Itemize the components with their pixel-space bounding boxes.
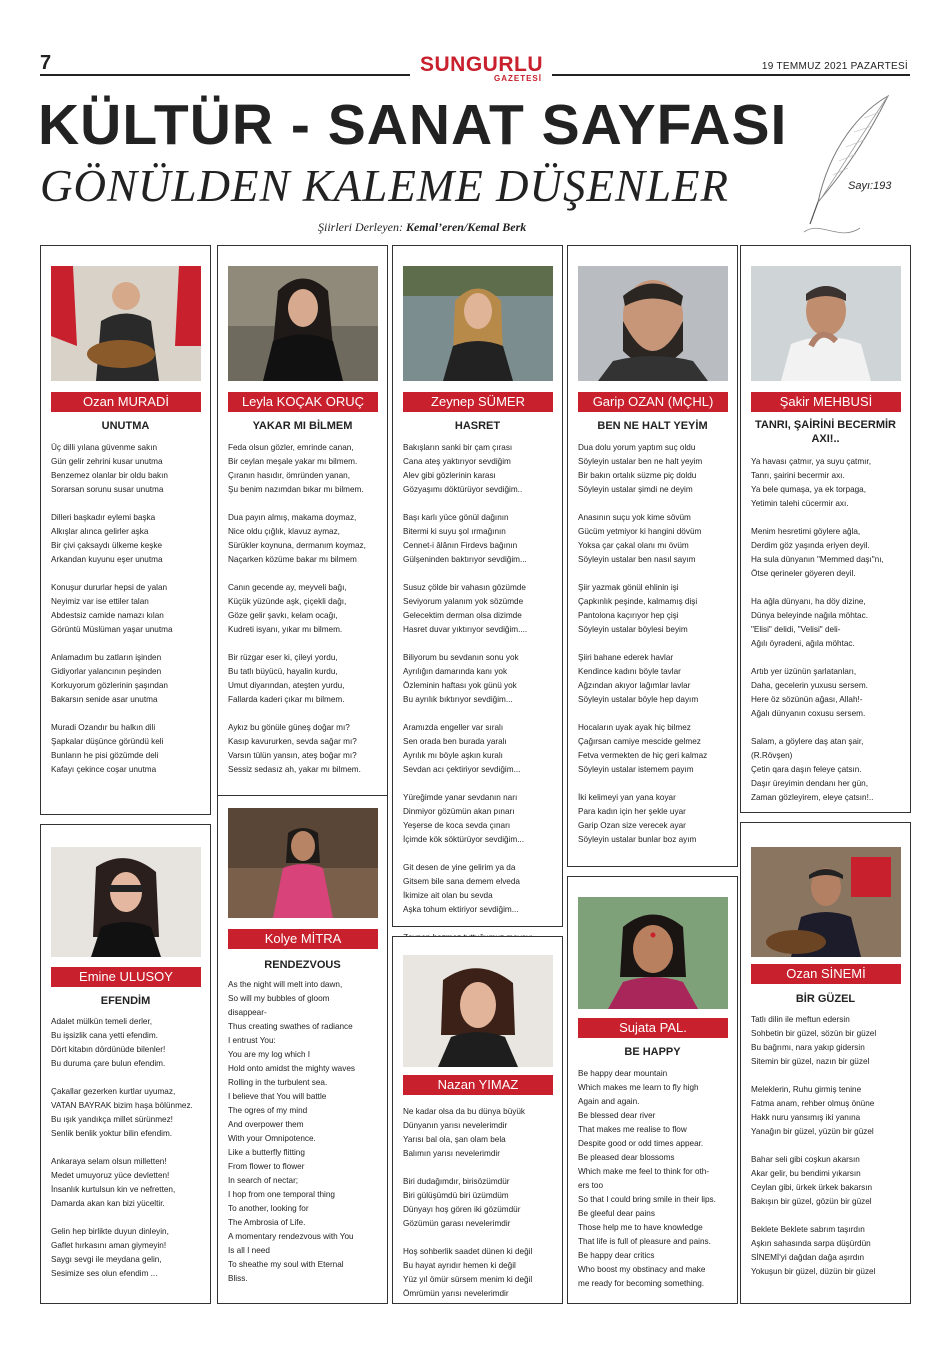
poem-card <box>567 245 738 867</box>
author-name: Ozan MURADİ <box>51 392 201 412</box>
author-photo <box>578 266 728 381</box>
compiler-names: Kemal’eren/Kemal Berk <box>405 220 527 234</box>
author-name: Leyla KOÇAK ORUÇ <box>228 392 378 412</box>
author-name: Emine ULUSOY <box>51 967 201 987</box>
author-photo <box>403 955 553 1067</box>
logo-sub: GAZETESİ <box>493 74 542 83</box>
poem-title: HASRET <box>454 420 501 432</box>
author-photo <box>403 266 553 381</box>
compiler-credit <box>318 220 526 235</box>
poem-text: Bakışların sanki bir çam çırası Cana ateş yaktırıyor sevdiğim Alev gibi gözlerinin karası Gözyaşımı döktürüyor sevdiğim.. Başı karlı yüce gönül dağının Bitermi ki suyu şol ırmağının Cennet-i âlânın Firdevs bağının Gülşeninden baktırıyor sevdiğim... Susuz çölde bir vahasın gözümde Seviyorum yalanım yok sözümde Gelecektim derman olsa dizimde Hasret duvar yıktırıyor sevdiğim.... Biliyorum bu sevdanın sonu yok Ayrılığın damarında kanı yok Özleminin haftası yok günü yok Bu ayrılık bıktırıyor sevdiğim... Aramızda engeller var sıralı Sen orada ben burada yaralı Ayrılık mı böyle aşkın kuralı Sevdan acı çektiriyor sevdiğim... Yüreğimde yanar sevdanın narı Dinmiyor gözümün akan pınarı Yeşerse de koca sevda çınarı İçimde kök söktürüyor sevdiğim... Git desen de yine gelirim ya da Gitsem bile sana demem elveda İkimize ait olan bu sevda Aşka tohum ektiriyor sevdiğim... <box>403 443 528 914</box>
poem-title: BİR GÜZEL <box>795 993 856 1005</box>
author-name: Şakir MEHBUSİ <box>751 392 901 412</box>
poem-text: Ne kadar olsa da bu dünya büyük Dünyanın yarısı nevelerimdir Yarısı bal ola, şan olam bela Balımın yarısı nevelerimdir Biri dudağımdır, birisözümdür Biri gülüşümdü biri üzümdüm Dünyayı hoş gören iki gözümdür Gözümün garası nevelerimdir Hoş sohberlik saadet dünen ki değil Bu hayat ayrıdır hemen ki değil Yüz yıl ömür sürsem menim ki değil Ömrümün yarısı nevelerimdir <box>403 1107 533 1298</box>
author-photo <box>228 808 378 918</box>
poem-card <box>392 936 563 1304</box>
poem-card <box>740 822 911 1304</box>
author-name: Nazan YIMAZ <box>403 1075 553 1095</box>
author-photo <box>51 847 201 957</box>
poem-title: EFENDİM <box>100 995 151 1007</box>
poem-text: Tatlı dilin ile meftun edersin Sohbetin bir güzel, sözün bir güzel Bu bağrımı, nara yakıp gidersin Sitemin bir güzel, nazın bir güzel Meleklerin, Ruhu girmiş tenine Fatma anam, rehber olmuş önüne Hakk nuru yansımış iki yanına Yanağın bir güzel, yüzün bir güzel Bahar seli gibi coşkun akarsın Akar gelir, bu bendimi yıkarsın Ceylan gibi, ürkek ürkek bakarsın Bakışın bir güzel, gözün bir güzel Beklete Beklete sabrım taşırdın Aşkın sahasında sarpa düşürdün SİNEMİ'yi dağdan dağa aşırdın Yokuşun bir güzel, düzün bir güzel <box>751 1015 877 1276</box>
poem-card <box>740 245 911 813</box>
poem-card <box>392 245 563 927</box>
page-number: 7 <box>40 52 52 74</box>
poem-text: Üç dilli yılana güvenme sakın Gün gelir zehrini kusar unutma Benzemez olanlar bir oldu bakın Sorarsan sorunu susar unutma Dilleri başkadır eylemi başka Alkışlar alınca gelirler aşka Bir çivi çaksaydı ülkeme keşke Arkandan kuyunu eşer unutma Konuşur dururlar hepsi de yalan Neyimiz var ise ettiler talan Abdestsiz camide namazı kılan Görüntü Müslüman yaşar unutma Anlamadım bu zatların işinden Gidiyorlar yalancının peşinden Korkuyorum gözlerinin şaşından Bakarsın senide asar unutma Muradi Ozandır bu halkın dili Şapkalar düşünce göründü keli Bunların he pisi gözümde deli Kafayı çekince coşar unutma <box>51 443 173 774</box>
author-name: Kolye MİTRA <box>228 929 378 949</box>
poem-text: As the night will melt into dawn, So will my bubbles of gloom disappear- Thus creating swathes of radiance I entrust You: You are my log which I Hold onto amidst the mighty waves Rolling in the turbulent sea. I believe that You will battle The ogres of my mind And overpower them With your Omnipotence. Like a butterfly flitting From flower to flower In search of nectar; I hop from one temporal thing To another, looking for The Ambrosia of Life. A momentary rendezvous with You Is all I need To sheathe my soul with Eternal Bliss. <box>228 980 355 1283</box>
poem-title: UNUTMA <box>101 420 150 432</box>
poem-card <box>40 245 211 815</box>
quill-icon <box>800 92 900 242</box>
poem-card <box>217 245 388 815</box>
header-rule-right <box>552 74 910 76</box>
logo-main: SUNGURLU <box>420 53 543 76</box>
poem-card <box>217 795 388 1304</box>
poem-title: TANRI, ŞAİRİNİ BECERMİR AXI!.. <box>755 419 896 445</box>
author-name: Sujata PAL. <box>578 1018 728 1038</box>
poem-title: YAKAR MI BİLMEM <box>252 420 353 432</box>
author-photo <box>51 266 201 381</box>
issue-number: Sayı:193 <box>848 180 892 192</box>
poem-card <box>567 876 738 1304</box>
author-photo <box>228 266 378 381</box>
poem-text: Be happy dear mountain Which makes me learn to fly high Again and again. Be blessed dear river That makes me realise to flow Despite good or odd times appear. Be pleased dear blossoms Which make me feel to think for oth- ers too So that I could bring smile in their lips. Be gleeful dear pains Those help me to have knowledge That life is full of pleasure and pains. Be happy dear critics Who boost my obstinacy and make me ready for becoming something. <box>578 1069 716 1288</box>
poem-text: Adalet mülkün temeli derler, Bu işsizlik cana yetti efendim. Dört kitabın dördünüde bilenler! Bu duruma çare bulun efendim. Çakallar gezerken kurtlar uyumaz, VATAN BAYRAK bizim haşa bölünmez. Bu ışık yandıkça millet sürünmez! Senlik benlik yoktur bilin efendim. Ankaraya selam olsun milletten! Medet umuyoruz yüce devletten! İnsanlık kurtulsun kin ve nefretten, Damarda akan kan bizi yüceltir. Gelin hep birlikte duyun dinleyin, Gaflet hırkasını aman giymeyin! Saygı sevgi ile meydana gelin, Sesimize ses olun efendim ... <box>51 1017 193 1278</box>
poem-title: BEN NE HALT YEYİM <box>597 420 708 432</box>
newspaper-logo <box>420 54 542 83</box>
author-name: Ozan SİNEMİ <box>751 964 901 984</box>
author-photo <box>578 897 728 1009</box>
poem-title: RENDEZVOUS <box>264 959 341 971</box>
issue-date: 19 TEMMUZ 2021 PAZARTESİ <box>761 61 908 72</box>
poem-text: Dua dolu yorum yaptım suç oldu Söyleyin ustalar ben ne halt yeyim Bir bakın ortalık süzme piç doldu Söyleyin ustalar şimdi ne deyim Anasının suçu yok kime sövüm Gücüm yetmiyor ki hangini dövüm Yoksa çar çakal olanı mı övüm Söyleyin ustalar ben nasıl sayım Şiir yazmak gönül ehlinin işi Çapkınlık peşinde, kalmamış dişi Pantolona kaçırıyor hep çişi Söyleyin ustalar böylesi beyim Şiiri bahane ederek havlar Kendince kadını böyle tavlar Ağzından akıyor lağımlar lavlar Söyleyin ustalar böyle hep dayım Hocaların uyak ayak hiç bilmez Çağırsan camiye mescide gelmez Fetva vermekten de hiç geri kalmaz Söyleyin ustalar istemem payım İki kelimeyi yan yana koyar Para kadın için her şekle uyar Garip Ozan size verecek ayar Söyleyin ustalar bunlar boz ayım <box>578 443 708 844</box>
poem-text: Ya havası çatmır, ya suyu çatmır, Tanrı, şairini becermir axı. Ya bele qumaşa, ya ek torpaga, Yetimin talehi cücermir axı. Menim hesretimi göylere ağla, Derdim göz yaşında eriyen deyil. Ha sula dünyanın "Memmed daşı"nı, Ötse qerineler göyeren deyil. Ha ağla dünyanı, ha döy dizine, Dünya beleyinde nağıla möhtac. "Elisi" delidi, "Velisi" deli- Ağılı öyrədeni, ağıla möhtac. Artıb yer üzünün şarlatanları, Daha, gecelerin yuxusu sersem. Here öz sözünün ağası, Allah!- Ağalı dünyanın coxusu sersem. Salam, a göylere daş atan şair, (R.Rövşen) Çetin qara daşın feleye çatsın. Daşır üreyimin dendanı her gün, Zaman gözleyirem, eleye çatsın!.. <box>751 457 884 802</box>
poem-text: Feda olsun gözler, emrinde canan, Bir ceylan meşale yakar mı bilmem. Çıranın hasıdır, ömründen yanan, Şu benim nazımdan bıkar mı bilmem. Dua payın almış, makama doymaz, Nice oldu çığlık, klavuz aymaz, Sürükler koynuna, dermanım koymaz, Naçarken közüme bakar mı bilmem Canın gecende ay, meyveli bağı, Küçük yüzünde aşk, çiçekli dağı, Göze gelir şavkı, kelam ocağı, Kudreti isyanı, yıkar mı bilmem. Bir rüzgar eser ki, çileyi yordu, Bu tatlı büyücü, hayalin kurdu, Umut diyarından, ateşten yurdu, Fallarda kaderi çıkar mı bilmem. Aykız bu gönüle güneş doğar mı? Kasıp kavururken, sevda sağar mı? Varsın tülün yansın, ateş boğar mı? Sessiz sedasız ah, yakar mı bilmem. <box>228 443 366 774</box>
poem-title: BE HAPPY <box>624 1046 681 1058</box>
author-photo <box>751 266 901 381</box>
author-name: Garip OZAN (MÇHL) <box>578 392 728 412</box>
author-photo <box>751 847 901 957</box>
poem-card <box>40 824 211 1304</box>
page-subtitle: GÖNÜLDEN KALEME DÜŞENLER <box>40 161 730 211</box>
author-name: Zeynep SÜMER <box>403 392 553 412</box>
compiler-label: Şiirleri Derleyen: <box>318 220 403 234</box>
header-rule-left <box>40 74 410 76</box>
page-title: KÜLTÜR - SANAT SAYFASI <box>38 93 788 157</box>
